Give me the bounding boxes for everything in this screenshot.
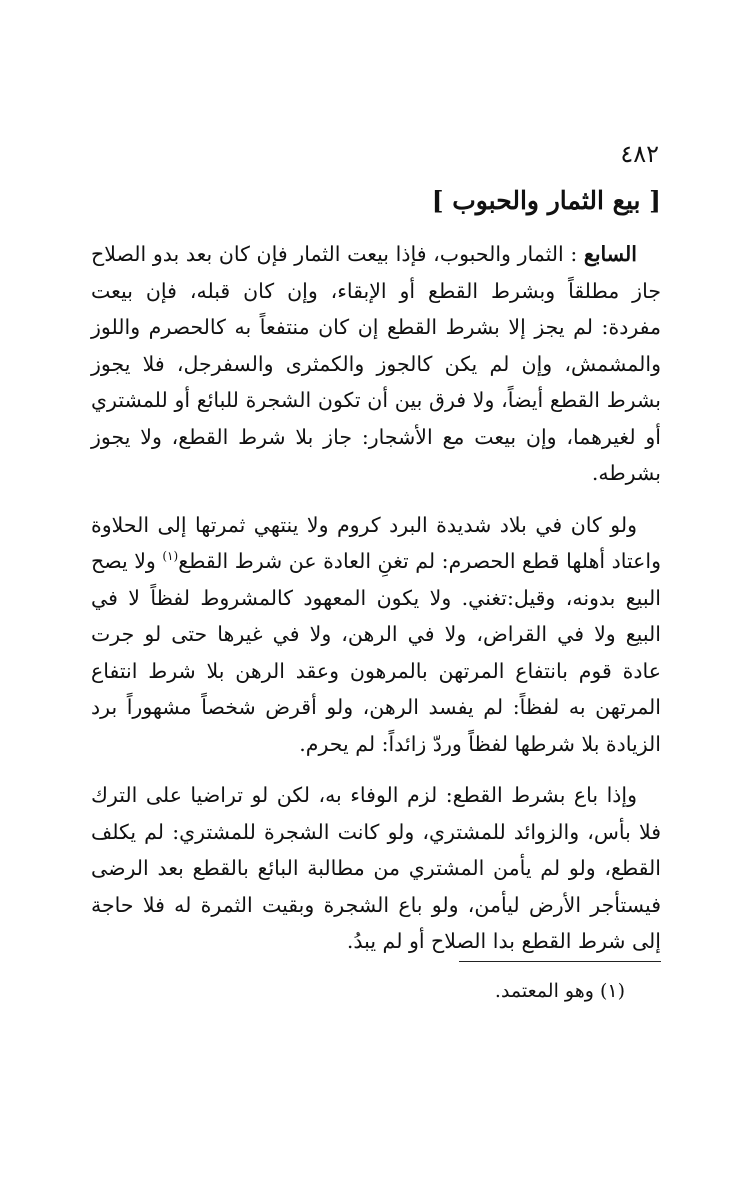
footnote: (١) وهو المعتمد.	[494, 980, 625, 1002]
paragraph-1	[91, 236, 661, 492]
footnote-divider	[459, 961, 661, 962]
paragraph-1-text: : الثمار والحبوب، فإذا بيعت الثمار فإن كان بعد بدو الصلاح جاز مطلقاً وبشرط القطع أو الإبقاء، وإن كان قبله، فإن بيعت مفردة: لم يجز إلا بشرط القطع إن كان منتفعاً به كالحصرم واللوز والمشمش، وإن لم يكن كالجوز والكمثرى والسفرجل، فلا يجوز بشرط القطع أيضاً، ولا فرق بين أن تكون الشجرة للبائع أو للمشتري أو لغيرهما، وإن بيعت مع الأشجار: جاز بلا شرط القطع، ولا يجوز بشرطه.	[91, 242, 661, 485]
paragraph-2	[91, 507, 661, 763]
footnote-reference[interactable]: (١)	[162, 549, 179, 564]
paragraph-2-text-before: ولو كان في بلاد شديدة البرد كروم ولا ينتهي ثمرتها إلى الحلاوة واعتاد أهلها قطع الحصرم: لم تغنِ العادة عن شرط القطع	[91, 512, 661, 573]
paragraph-2-text-after: ولا يصح البيع بدونه، وقيل:تغني. ولا يكون المعهود كالمشروط لفظاً لا في البيع ولا في القراض، ولا في الرهن، ولا في غيرها حتى لو جرت عادة قوم بانتفاع المرتهن بالمرهون وعقد الرهن بلا شرط انتفاع المرتهن به لفظاً: لم يفسد الرهن، ولو أقرض شخصاً مشهوراً برد الزيادة بلا شرطها لفظاً وردّ زائداً: لم يحرم.	[91, 549, 661, 756]
paragraph-1-lead: السابع	[583, 242, 637, 266]
paragraph-3-text: وإذا باع بشرط القطع: لزم الوفاء به، لكن لو تراضيا على الترك فلا بأس، والزوائد للمشتري، ولو كانت الشجرة للمشتري: لم يكلف القطع، ولو لم يأمن المشتري من مطالبة البائع بالقطع بعد الرضى فيستأجر الأرض ليأمن، ولو باع الشجرة وبقيت الثمرة له فلا حاجة إلى شرط القطع بدا الصلاح أو لم يبدُ.	[91, 783, 661, 953]
body-text	[91, 236, 661, 975]
page-number: ٤٨٢	[620, 140, 659, 168]
section-heading: [ بيع الثمار والحبوب ]	[431, 186, 661, 215]
paragraph-3	[91, 777, 661, 960]
